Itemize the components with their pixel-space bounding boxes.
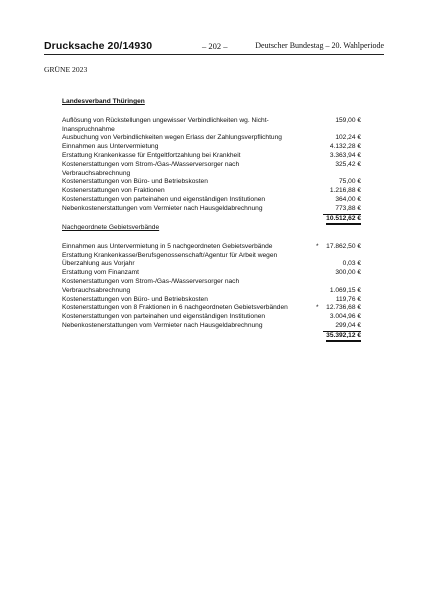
line-item-amount: 12.736,68 €: [326, 304, 361, 312]
total-amount: 35.392,12 €: [326, 332, 361, 342]
line-item-amount: 4.132,28 €: [329, 143, 361, 151]
line-item-label: Erstattung Krankenkasse/Berufsgenossenschaft/Agentur für Arbeit wegen: [62, 251, 278, 259]
line-item: [62, 205, 361, 214]
line-item: [62, 278, 361, 287]
line-item-label: Kostenerstattungen vom Strom-/Gas-/Wasserversorger nach Verbrauchsabrechnung: [62, 160, 240, 177]
section-title: Landesverband Thüringen: [62, 98, 145, 105]
line-item: [62, 152, 361, 161]
line-item: [62, 117, 361, 126]
page-header: [44, 40, 384, 54]
section-total: [62, 331, 361, 342]
line-item-amount: 773,88 €: [335, 204, 361, 212]
line-item: [62, 134, 361, 143]
line-item: [62, 313, 361, 322]
document-number-value: 14930: [122, 40, 153, 52]
line-item: [62, 196, 361, 205]
line-item-amount: 0,03 €: [342, 260, 361, 268]
line-item: [62, 269, 361, 278]
line-item: [62, 187, 361, 196]
line-item-amount: 119,76 €: [335, 295, 361, 303]
publisher: Deutscher Bundestag – 20. Wahlperiode: [255, 41, 384, 50]
line-item: [62, 126, 361, 135]
line-item: [62, 304, 361, 313]
line-item-label: Ausbuchung von Verbindlichkeiten wegen Erlass der Zahlungsverpflichtung: [62, 134, 282, 142]
total-amount: 10.512,62 €: [326, 215, 361, 225]
line-item-amount: 159,00 €: [335, 116, 361, 124]
line-item: [62, 143, 361, 152]
line-item-amount: 299,04 €: [335, 321, 361, 329]
party-year: GRÜNE 2023: [44, 65, 88, 74]
line-item-amount: 102,24 €: [335, 134, 361, 142]
section-total: [62, 214, 361, 225]
line-item-label: Auflösung von Rückstellungen ungewisser Verbindlichkeiten wg. Nicht-: [62, 116, 269, 124]
line-item-amount: 1.216,88 €: [329, 187, 361, 195]
line-item-amount: 17.862,50 €: [326, 242, 361, 250]
line-item-label: Kostenerstattungen von parteinahen und eigenständigen Institutionen: [62, 195, 266, 203]
line-item: [62, 178, 361, 187]
line-item-marker: *: [316, 304, 319, 312]
line-item-label: Kostenerstattungen von Büro- und Betriebskosten: [62, 295, 208, 303]
line-item-label: Verbrauchsabrechnung: [62, 286, 131, 294]
line-item-label: Nebenkostenerstattungen vom Vermieter nach Hausgeldabrechnung: [62, 321, 263, 329]
section-title: Nachgeordnete Gebietsverbände: [62, 224, 160, 231]
section-rows: [62, 243, 361, 331]
document-number: [44, 40, 152, 52]
line-item-label: Inanspruchnahme: [62, 125, 115, 133]
line-item-label: Kostenerstattungen von Fraktionen: [62, 187, 165, 195]
line-item-amount: 325,42 €: [335, 160, 361, 168]
line-item: [62, 161, 361, 179]
line-item: [62, 322, 361, 331]
line-item-amount: 3.004,96 €: [329, 313, 361, 321]
line-item-amount: 364,00 €: [335, 195, 361, 203]
line-item-amount: 1.069,15 €: [329, 286, 361, 294]
line-item-label: Kostenerstattungen vom Strom-/Gas-/Wasserversorger nach: [62, 277, 240, 285]
line-item-amount: 300,00 €: [335, 269, 361, 277]
header-rule: [44, 54, 384, 55]
line-item-label: Erstattung vom Finanzamt: [62, 269, 139, 277]
line-item: [62, 287, 361, 296]
line-item-amount: 75,00 €: [339, 178, 361, 186]
line-item-label: Kostenerstattungen von parteinahen und eigenständigen Institutionen: [62, 313, 266, 321]
page-number: – 202 –: [202, 41, 228, 51]
section-rows: [62, 117, 361, 214]
line-item-label: Einnahmen aus Untervermietung in 5 nachgeordneten Gebietsverbände: [62, 242, 273, 250]
line-item-label: Nebenkostenerstattungen vom Vermieter nach Hausgeldabrechnung: [62, 204, 263, 212]
line-item: [62, 260, 361, 269]
line-item-marker: *: [316, 242, 319, 250]
line-item-label: Einnahmen aus Untervermietung: [62, 143, 159, 151]
section-nachgeordnete: [62, 224, 361, 342]
line-item-label: Kostenerstattungen von Büro- und Betriebskosten: [62, 178, 208, 186]
document-prefix: Drucksache 20/: [44, 40, 123, 52]
line-item: [62, 296, 361, 305]
line-item-label: Kostenerstattungen von 8 Fraktionen in 6 nachgeordneten Gebietsverbänden: [62, 304, 288, 312]
line-item-label: Überzahlung aus Vorjahr: [62, 260, 135, 268]
line-item-amount: 3.363,94 €: [329, 151, 361, 159]
section-landesverband: [62, 98, 361, 225]
line-item: [62, 243, 361, 252]
line-item-label: Erstattung Krankenkasse für Entgeltfortzahlung bei Krankheit: [62, 151, 241, 159]
